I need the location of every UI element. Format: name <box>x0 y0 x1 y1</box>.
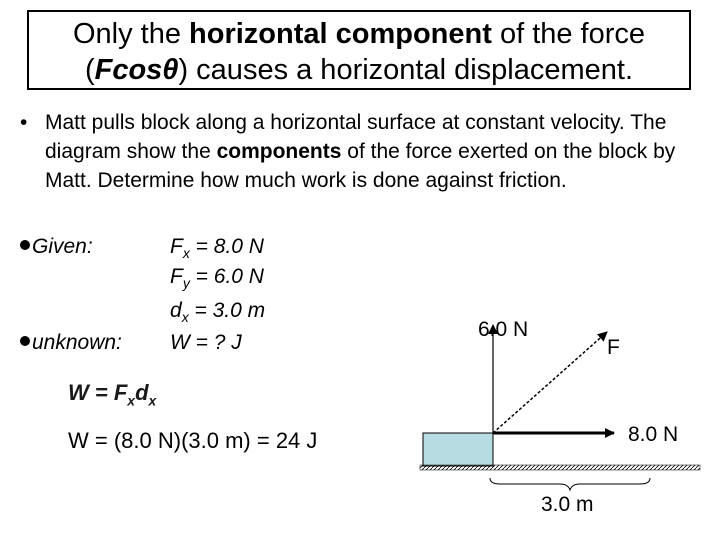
work-calculation: W = (8.0 N)(3.0 m) = 24 J <box>68 428 318 453</box>
given-fx: $F_x = 8.0$ N <box>170 235 264 262</box>
unknown-value: W = ? J <box>170 331 242 354</box>
distance-label: 3.0 m <box>541 493 594 516</box>
distance-brace <box>490 478 650 490</box>
work-formula: $W = F_xd_x$ <box>68 380 157 409</box>
unknown-label: unknown: <box>32 331 122 354</box>
given-dx: $d_x = 3.0$ m <box>170 299 266 326</box>
resultant-force-label: F <box>607 336 620 359</box>
horizontal-force-label: 8.0 N <box>628 423 679 446</box>
title-line-2: (Fcosθ) causes a horizontal displacement. <box>84 54 634 86</box>
title-line-1: Only the horizontal component of the force <box>72 18 646 50</box>
bullet-symbol: • <box>20 111 28 134</box>
vertical-force-label: 6.0 N <box>478 318 529 341</box>
ground-surface <box>420 465 700 470</box>
block <box>423 433 493 466</box>
resultant-force-arrow <box>493 332 607 433</box>
given-fy: $F_y = 6.0$ N <box>170 265 264 292</box>
problem-text: Matt pulls block along a horizontal surface at constant velocity. The diagram show the components of the force exerted on the block by Matt. Determine how much work is done against friction. <box>45 111 676 192</box>
given-label: Given: <box>32 235 93 258</box>
